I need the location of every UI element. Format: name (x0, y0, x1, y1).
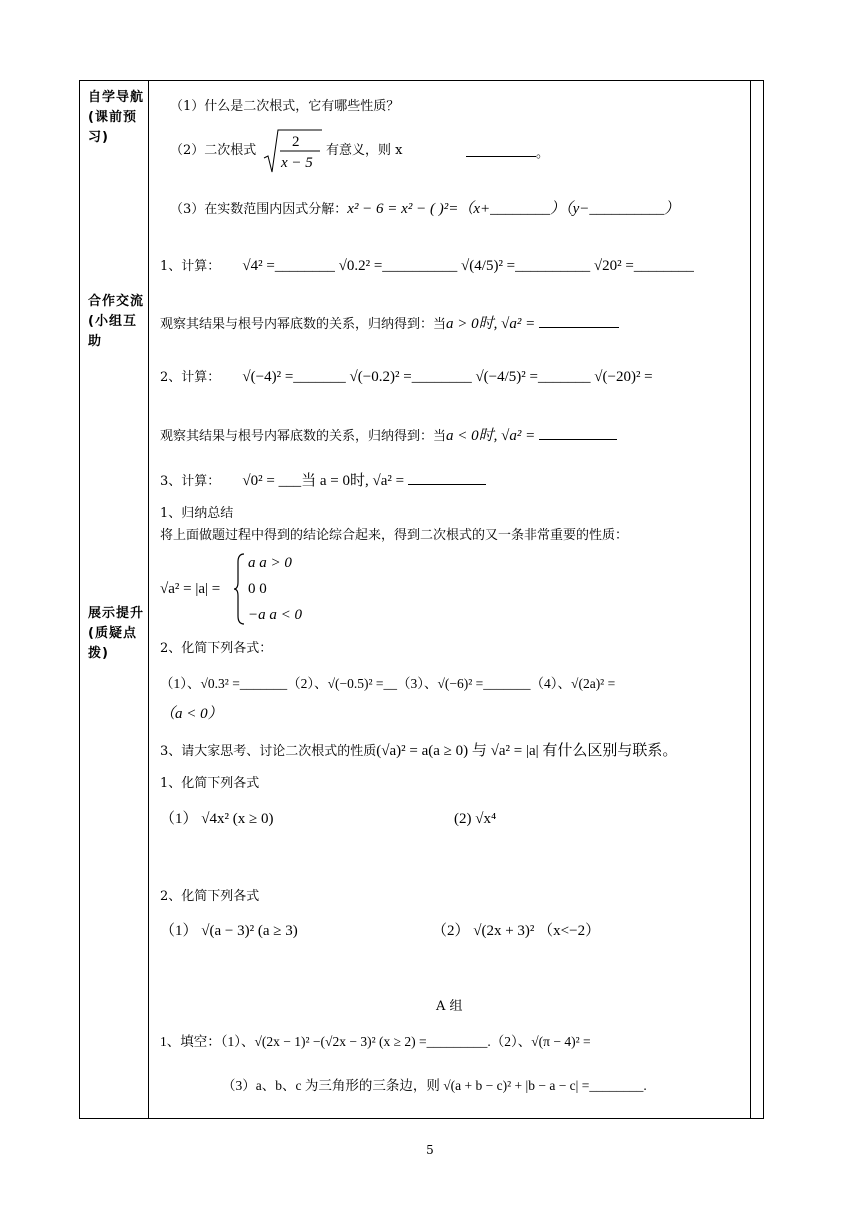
practice-2-title: 2、化简下列各式 (160, 889, 260, 904)
present-summary-text: 将上面做题过程中得到的结论综合起来，得到二次根式的又一条非常重要的性质： (160, 528, 629, 543)
coop-obs1-expr: a > 0时, √a² = (446, 316, 536, 332)
piecewise-case-1: a a > 0 (248, 555, 292, 571)
coop-obs2 (160, 425, 617, 446)
answer-blank[interactable] (539, 313, 619, 328)
fill-in-2: （3）a、b、c 为三角形的三条边，则 √(a + b − c)² + |b − a − c| =________. (222, 1078, 647, 1093)
practice-1-a: （1） √4x² (x ≥ 0) (160, 811, 274, 827)
section-label-cooperation: 合作交流(小组互助 (88, 294, 145, 349)
piecewise-brace (232, 552, 246, 630)
preview-q2-prefix: （2）二次根式 (170, 143, 257, 158)
preview-q2-answer (466, 142, 549, 163)
coop-obs2-expr: a < 0时, √a² = (446, 428, 536, 444)
svg-text:2: 2 (292, 134, 300, 150)
present-think (160, 742, 677, 761)
present-think-expr: (√a)² = a(a ≥ 0) 与 √a² = |a| 有什么区别与联系。 (376, 743, 678, 759)
coop-obs1-text: 观察其结果与根号内幂底数的关系，归纳得到：当 (160, 317, 447, 332)
present-think-text: 3、请大家思考、讨论二次根式的性质 (160, 744, 377, 759)
practice-2-a: （1） √(a − 3)² (a ≥ 3) (160, 923, 298, 939)
present-summary-title: 1、归纳总结 (160, 506, 234, 521)
present-simplify-cond: （a < 0） (160, 706, 223, 722)
practice-1-b: (2) √x⁴ (454, 811, 497, 827)
section-label-self-study: 自学导航(课前预习) (88, 90, 145, 145)
practice-2-b: （2） √(2x + 3)² （x<−2） (432, 923, 601, 939)
worksheet-table (79, 80, 764, 1119)
preview-q3-label: （3）在实数范围内因式分解： (170, 202, 348, 217)
coop-calc1 (160, 257, 694, 276)
fill-in-1: 1、填空：（1）、√(2x − 1)² −(√2x − 3)² (x ≥ 2) =_________.（2）、√(π − 4)² = (160, 1034, 591, 1049)
preview-q2-radical (262, 128, 324, 178)
coop-calc3-expr: √0² = ___当 a = 0时, √a² = (242, 473, 405, 489)
coop-calc3 (160, 470, 486, 491)
coop-calc3-label: 3、计算： (160, 474, 221, 489)
present-simplify-title: 2、化简下列各式： (160, 641, 273, 656)
coop-calc2-label: 2、计算： (160, 370, 221, 385)
answer-blank[interactable] (539, 425, 617, 440)
answer-blank[interactable] (408, 470, 486, 485)
page-number: 5 (426, 1143, 434, 1157)
coop-obs1 (160, 313, 619, 334)
preview-q1: （1）什么是二次根式，它有哪些性质？ (170, 99, 400, 114)
coop-obs2-text: 观察其结果与根号内幂底数的关系，归纳得到：当 (160, 429, 447, 444)
table-divider-right (750, 80, 751, 1119)
group-a-heading: A 组 (436, 999, 463, 1014)
coop-calc2-expr: √(−4)² =_______ √(−0.2)² =________ √(−4/5)² =_______ √(−20)² = (242, 369, 653, 385)
table-divider-left (148, 80, 149, 1119)
piecewise-case-2: 0 0 (248, 581, 267, 597)
practice-1-title: 1、化简下列各式 (160, 776, 260, 791)
coop-calc1-expr: √4² =________ √0.2² =__________ √(4/5)² =__________ √20² =________ (242, 258, 694, 274)
preview-q3-expr: x² − 6 = x² − ( )²=（x+________）（y−__________） (347, 201, 680, 217)
preview-q3 (170, 200, 679, 219)
coop-calc2 (160, 368, 653, 387)
preview-q2 (170, 142, 256, 160)
preview-q2-end: 。 (536, 146, 550, 161)
svg-text:x − 5: x − 5 (281, 155, 313, 171)
answer-blank[interactable] (466, 142, 536, 157)
present-simplify-expr: （1）、√0.3² =_______（2）、√(−0.5)² =__（3）、√(−6)² =_______（4）、√(2a)² = (160, 676, 616, 691)
sqrt-fraction-graphic (262, 128, 324, 174)
coop-calc1-label: 1、计算： (160, 259, 221, 274)
brace-graphic (232, 552, 246, 626)
section-label-presentation: 展示提升(质疑点拨) (88, 606, 145, 661)
piecewise-case-3: −a a < 0 (248, 607, 302, 623)
piecewise-lhs: √a² = |a| = (160, 581, 221, 597)
preview-q2-suffix: 有意义，则 x (326, 143, 403, 158)
